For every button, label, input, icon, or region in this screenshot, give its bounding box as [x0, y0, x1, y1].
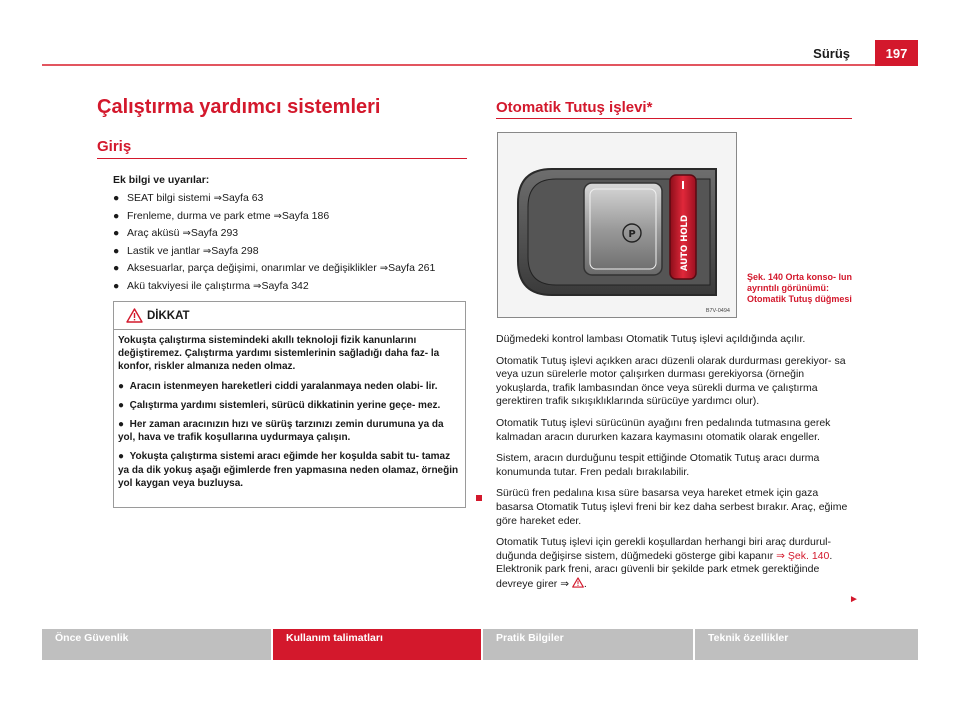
caution-paragraph: ● Her zaman aracınızın hızı ve sürüş tarzınızı zemin durumuna ya da yol, hava ve trafik koşullarına uydurmaya çalışın. [118, 419, 444, 444]
section-subtitle: Giriş [97, 138, 132, 155]
tab-safety[interactable]: Önce Güvenlik [42, 629, 271, 660]
console-figure [497, 132, 737, 318]
park-symbol: P [628, 229, 636, 240]
center-console-illustration [498, 133, 736, 317]
arrow-icon: ⇒ [213, 193, 222, 204]
bullet-icon: ● [113, 227, 120, 239]
caution-paragraph: Yokuşta çalıştırma sistemindeki akıllı teknoloji fizik kanunlarını değiştiremez. Çalıştırma yardımı sistemlerinin sağladığı daha faz- la konfor, riskler almanıza neden olmaz. [118, 335, 440, 373]
paragraph: Otomatik Tutuş işlevi açıkken aracı düzenli olarak durdurması gerekiyor- sa veya uzun sürelerle motor çalışırken durması gerekiyorsa (örneğin yokuşlarda, trafik lambasından önce veya sürekli durma ve çalıştırma gerektiren trafik sıkışıklıklarında sürücüye yardımcı olur). [496, 354, 846, 408]
bullet-icon: ● [113, 209, 120, 222]
paragraph: Sistem, aracın durduğunu tespit ettiğinde Otomatik Tutuş aracı durma konumunda tutar. Fren pedalı bırakılabilir. [496, 452, 820, 478]
section-title: Otomatik Tutuş işlevi* [496, 99, 653, 116]
caution-title: DİKKAT [147, 310, 190, 322]
subtitle-rule [97, 158, 467, 159]
arrow-icon: ⇒ [379, 263, 389, 274]
page-link[interactable]: Sayfa 186 [281, 209, 330, 222]
end-marker [476, 495, 482, 501]
bullet-icon: ● [113, 192, 120, 204]
caution-box [113, 301, 466, 508]
bullet-icon: ● [118, 380, 125, 392]
auto-hold-label: AUTO HOLD [680, 214, 690, 271]
list-item: ● Araç aküsü ⇒Sayfa 293 [113, 227, 239, 239]
footer-tabs [42, 629, 918, 660]
caution-paragraph: ● Aracın istenmeyen hareketleri ciddi yaralanmaya neden olabi- lir. [118, 380, 438, 392]
paragraph: Düğmedeki kontrol lambası Otomatik Tutuş işlevi açıldığında açılır. [496, 333, 806, 345]
bullet-icon: ● [113, 279, 120, 292]
list-item: ● Lastik ve jantlar ⇒Sayfa 298 [113, 244, 259, 257]
tab-technical-specs[interactable]: Teknik özellikler [695, 629, 918, 660]
paragraph: Sürücü fren pedalına kısa süre basarsa veya hareket etmek için gaza basarsa Otomatik Tutuş işlevi freni bir kez daha serbest bırakır. Araç, eğime göre hareket eder. [496, 487, 848, 527]
reference-list [113, 191, 473, 296]
tab-operating-instructions[interactable]: Kullanım talimatları [273, 629, 481, 660]
list-item: ● SEAT bilgi sistemi ⇒Sayfa 63 [113, 192, 264, 204]
title-rule [496, 118, 852, 119]
arrow-icon: ⇒ [253, 280, 262, 292]
bullet-icon: ● [113, 262, 120, 274]
page-link[interactable]: Sayfa 293 [190, 227, 239, 239]
chapter-title: Çalıştırma yardımcı sistemleri [97, 96, 381, 118]
list-item: ● Akü takviyesi ile çalıştırma ⇒Sayfa 342 [113, 279, 309, 292]
figure-code: B7V-0494 [705, 308, 730, 314]
bullet-icon: ● [113, 244, 120, 257]
arrow-icon: ⇒ [182, 228, 191, 239]
continue-arrow-icon: ► [849, 594, 859, 605]
intro-label: Ek bilgi ve uyarılar: [113, 174, 210, 186]
bullet-icon: ● [118, 399, 125, 411]
paragraph: Otomatik Tutuş işlevi için gerekli koşullardan herhangi biri araç durdurul- duğunda değişirse sistem, düğmedeki gösterge gibi kapanır ⇒ Şek. 140. Elektronik park freni, aracı güvenli bir şekilde park etmek gerektiğinde devreye girer ⇒ . [496, 536, 833, 590]
warning-triangle-icon [126, 308, 143, 323]
caution-paragraph: ● Çalıştırma yardımı sistemleri, sürücü dikkatinin yerine geçe- mez. [118, 399, 441, 411]
bullet-icon: ● [118, 451, 125, 463]
figure-xref-link[interactable]: ⇒ Şek. 140 [776, 549, 830, 562]
bullet-icon: ● [118, 419, 125, 431]
body-text [496, 333, 854, 600]
caution-paragraph: ● Yokuşta çalıştırma sistemi aracı eğimde her koşulda sabit tu- tamaz ya da dik yokuş aşağı eğimlerde fren yapmasına neden olamaz, örneğin yol kaygan veya buzluysa. [118, 451, 459, 489]
arrow-icon: ⇒ [202, 245, 212, 257]
caution-header [114, 302, 465, 330]
caution-body [118, 334, 463, 496]
page-number: 197 [875, 40, 918, 66]
page-link[interactable]: Sayfa 342 [261, 279, 309, 292]
arrow-icon: ⇒ [273, 210, 282, 222]
warning-triangle-icon[interactable] [572, 577, 584, 588]
page-link[interactable]: Sayfa 261 [388, 262, 436, 274]
list-item: ● Frenleme, durma ve park etme ⇒Sayfa 186 [113, 209, 330, 222]
page-link[interactable]: Sayfa 63 [221, 192, 264, 204]
header-rule [42, 64, 918, 66]
tab-practical-info[interactable]: Pratik Bilgiler [483, 629, 693, 660]
section-name: Sürüş [813, 46, 850, 61]
paragraph: Otomatik Tutuş işlevi sürücünün ayağını fren pedalında tutmasına gerek kalmadan aracın dururken kazara kaymasını otomatik olarak engeller. [496, 416, 831, 443]
figure-caption: Şek. 140 Orta konso- lun ayrıntılı görünümü: Otomatik Tutuş düğmesi [747, 272, 853, 304]
list-item: ● Aksesuarlar, parça değişimi, onarımlar ve değişiklikler ⇒Sayfa 261 [113, 262, 436, 274]
page-link[interactable]: Sayfa 298 [211, 244, 259, 257]
